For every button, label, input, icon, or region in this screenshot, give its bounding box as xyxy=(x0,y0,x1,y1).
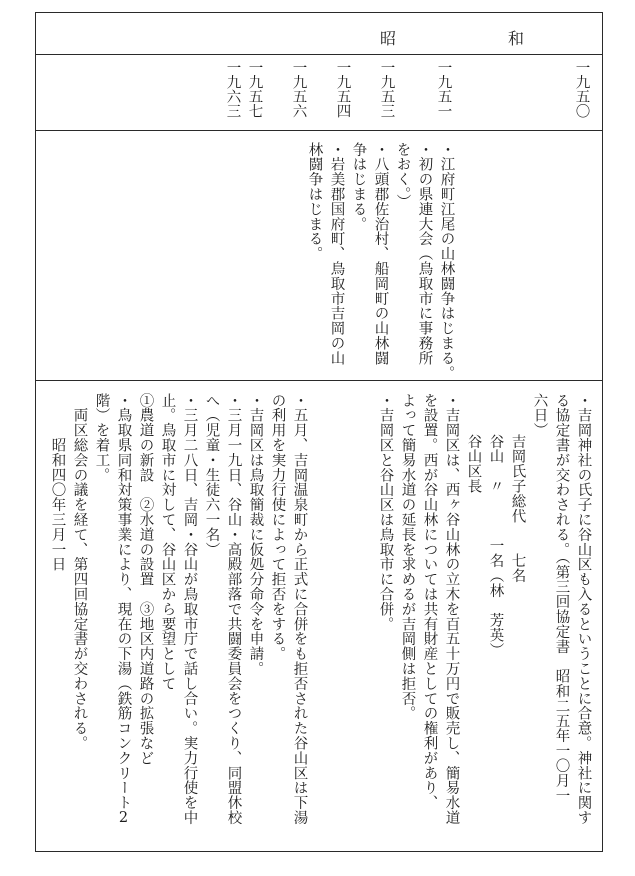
middle-event-line: ・江府町江尾の山林闘争はじまる。 xyxy=(438,142,455,381)
era-char-sho: 昭 xyxy=(380,29,397,48)
year-1956: 一九五六 xyxy=(290,60,307,118)
table-top-border xyxy=(35,12,603,13)
bottom-event-line: 両区総会の議を経て、第四回協定書が交わされる。 xyxy=(71,393,88,751)
middle-event-line: 争はじまる。 xyxy=(350,142,367,232)
middle-row-divider xyxy=(35,380,603,381)
year-row-divider xyxy=(35,130,603,131)
bottom-event-line: 吉岡氏子総代 七名 xyxy=(509,434,526,583)
bottom-event-line: よって簡易水道の延長を求めるが吉岡側は拒否。 xyxy=(399,393,416,721)
middle-event-line: をおく。） xyxy=(394,142,411,210)
bottom-event-line: ①農道の新設 ②水道の設置 ③地区内道路の拡張など xyxy=(137,393,154,766)
bottom-event-line: ・吉岡区は鳥取簡裁に仮処分命令を申請。 xyxy=(247,393,264,677)
bottom-event-line: ・吉岡神社の氏子に谷山区も入るということに合意。神社に関す xyxy=(575,393,592,826)
year-1954: 一九五四 xyxy=(334,60,351,118)
bottom-event-line: ・吉岡区と谷山区は鳥取市に合併。 xyxy=(377,393,394,632)
bottom-event-line: ・五月、吉岡温泉町から正式に合併をも拒否された谷山区は下湯 xyxy=(291,393,308,826)
year-1950: 一九五〇 xyxy=(573,60,590,118)
year-1957: 一九五七 xyxy=(246,60,263,118)
bottom-event-line: ・鳥取県同和対策事業により、現在の下湯（鉄筋コンクリート2 xyxy=(115,393,132,827)
bottom-event-line: 昭和四〇年三月一日 xyxy=(49,393,66,572)
bottom-event-line: ・三月一九日、谷山・高殿部落で共闘委員会をつくり、同盟休校 xyxy=(225,393,242,826)
year-1963: 一九六三 xyxy=(224,60,241,118)
bottom-event-line: 止。鳥取市に対して、谷山区から要望として xyxy=(159,393,176,691)
middle-event-line: ・初の県連大会（鳥取市に事務所 xyxy=(416,142,433,366)
year-1951: 一九五一 xyxy=(435,60,452,118)
middle-event-line: 林闘争はじまる。 xyxy=(306,142,323,262)
bottom-event-line: の利用を実力行使によって拒否をする。 xyxy=(269,393,286,662)
era-char-wa: 和 xyxy=(508,29,525,48)
year-1953: 一九五三 xyxy=(378,60,395,118)
bottom-event-line: る協定書が交わされる。（第三回協定書 昭和二五年一〇月一 xyxy=(553,393,570,803)
table-right-border xyxy=(602,12,603,852)
bottom-event-line: を設置。西が谷山林については共有財産としての権利があり、 xyxy=(421,393,438,811)
bottom-event-line: 谷山区長 xyxy=(465,434,482,494)
bottom-event-line: 谷山 〃 一名（林 芳英） xyxy=(487,434,504,658)
table-bottom-border xyxy=(35,851,603,852)
bottom-event-line: 階）を着工。 xyxy=(93,393,110,483)
middle-event-line: ・八頭郡佐治村、船岡町の山林闘 xyxy=(372,142,389,366)
bottom-event-line: ・吉岡区は、西ヶ谷山林の立木を百五十万円で販売し、簡易水道 xyxy=(443,393,460,826)
bottom-event-line: へ（児童・生徒六一名） xyxy=(203,393,220,557)
bottom-event-line: 六日） xyxy=(531,393,548,438)
bottom-event-line: ・三月二八日、吉岡・谷山が鳥取市庁で話し合い。実力行使を中 xyxy=(181,393,198,826)
table-left-border xyxy=(35,12,36,852)
era-row-divider xyxy=(35,54,603,55)
middle-event-line: ・岩美郡国府町、鳥取市吉岡の山 xyxy=(328,142,345,366)
